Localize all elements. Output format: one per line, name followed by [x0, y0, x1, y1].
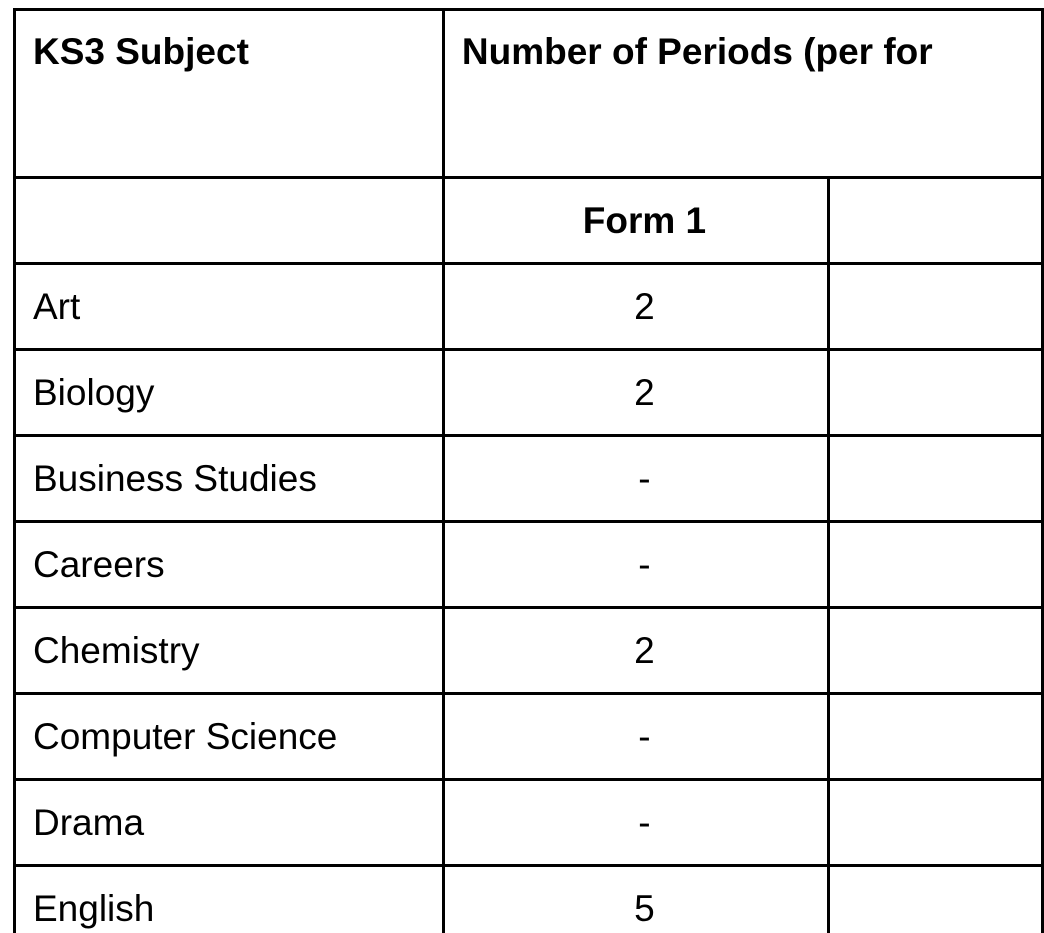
subject-cell: Computer Science [15, 694, 444, 780]
form-1-header: Form 1 [443, 178, 828, 264]
form-1-periods-cell: - [443, 694, 828, 780]
subject-cell: Careers [15, 522, 444, 608]
table-row [15, 608, 1043, 694]
form-1-periods-cell: 2 [443, 608, 828, 694]
table-row [15, 350, 1043, 436]
table-row [15, 780, 1043, 866]
form-1-periods-cell: - [443, 780, 828, 866]
table-subheader-row [15, 178, 1043, 264]
subject-cell: English [15, 866, 444, 933]
subject-cell: Drama [15, 780, 444, 866]
table-row [15, 866, 1043, 933]
periods-column-header: Number of Periods (per for [443, 10, 1042, 178]
table-row [15, 694, 1043, 780]
form-1-periods-cell: - [443, 522, 828, 608]
subject-cell: Biology [15, 350, 444, 436]
ks3-periods-table [13, 8, 1044, 933]
next-form-cell [829, 866, 1043, 933]
next-form-cell [829, 264, 1043, 350]
form-1-periods-cell: 5 [443, 866, 828, 933]
next-form-cell [829, 436, 1043, 522]
next-form-cell [829, 780, 1043, 866]
next-form-cell [829, 350, 1043, 436]
empty-subheader-cell [15, 178, 444, 264]
form-1-periods-cell: 2 [443, 350, 828, 436]
next-form-cell [829, 608, 1043, 694]
subject-cell: Art [15, 264, 444, 350]
next-form-cell [829, 522, 1043, 608]
table-row [15, 436, 1043, 522]
next-form-cell [829, 694, 1043, 780]
table-header-row [15, 10, 1043, 178]
form-1-periods-cell: 2 [443, 264, 828, 350]
subject-cell: Business Studies [15, 436, 444, 522]
form-1-periods-cell: - [443, 436, 828, 522]
subject-column-header: KS3 Subject [15, 10, 444, 178]
subject-cell: Chemistry [15, 608, 444, 694]
table-row [15, 264, 1043, 350]
table-row [15, 522, 1043, 608]
next-form-header-cell [829, 178, 1043, 264]
